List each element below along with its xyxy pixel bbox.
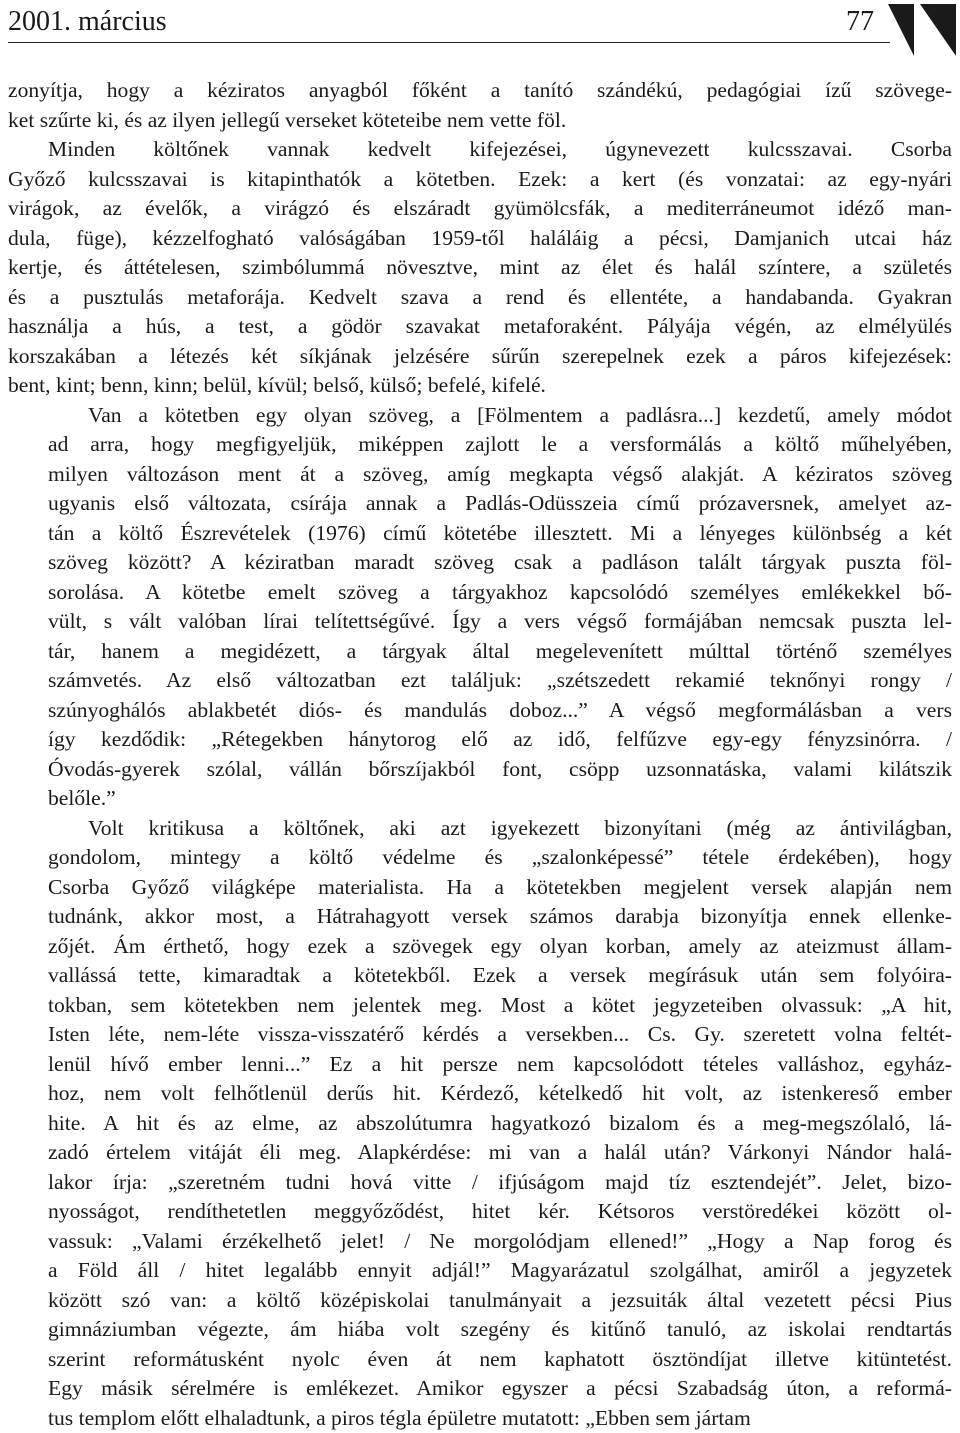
text-line: Egy másik sérelmére is emlékezet. Amikor egyszer a pécsi Szabadság úton, a reformá-	[8, 1374, 952, 1404]
text-line: zőjét. Ám érthető, hogy ezek a szövegek egy olyan korban, amely az ateizmust állam-	[8, 932, 952, 962]
text-line: tár, hanem a megidézett, a tárgyak által megelevenített múlttal történő személyes	[8, 637, 952, 667]
text-line: gimnáziumban végezte, ám hiába volt szegény és kitűnő tanuló, az iskolai rendtartás	[8, 1315, 952, 1345]
text-line: Győző kulcsszavai is kitapinthatók a kötetben. Ezek: a kert (és vonzatai: az egy-nyári	[8, 165, 952, 195]
page-header	[8, 0, 952, 46]
text-line: zonyítja, hogy a kéziratos anyagból főként a tanító szándékú, pedagógiai ízű szövege-	[8, 76, 952, 106]
text-line: Óvodás-gyerek szólal, vállán bőrszíjakból font, csöpp uzsonnatáska, valami kilátszik	[8, 755, 952, 785]
text-line: ad arra, hogy megfigyeljük, miképpen zajlott le a versformálás a költő műhelyében,	[8, 430, 952, 460]
text-line: zadó értelem vitáját éli meg. Alapkérdése: mi van a halál után? Várkonyi Nándor halá-	[8, 1138, 952, 1168]
article-text	[8, 76, 952, 1433]
text-line: belőle.”	[8, 784, 952, 814]
text-line: tus templom előtt elhaladtunk, a piros tégla épületre mutatott: „Ebben sem jártam	[8, 1404, 952, 1433]
paragraph	[8, 401, 952, 814]
paragraph	[8, 814, 952, 1433]
text-line: kertje, és áttételesen, szimbólummá növesztve, mint az élet és halál színtere, a születés	[8, 253, 952, 283]
text-line: Isten léte, nem-léte vissza-visszatérő kérdés a versekben... Cs. Gy. szeretett volna feltét-	[8, 1020, 952, 1050]
text-line: bent, kint; benn, kinn; belül, kívül; belső, külső; befelé, kifelé.	[8, 371, 952, 401]
text-line: és a pusztulás metaforája. Kedvelt szava a rend és ellentéte, a handabanda. Gyakran	[8, 283, 952, 313]
text-line: nyosságot, rendíthetetlen meggyőződést, hitet kér. Kétsoros verstöredékei között ol-	[8, 1197, 952, 1227]
text-line: szúnyoghálós ablakbetét diós- és mandulás doboz...” A végső megformálásban a vers	[8, 696, 952, 726]
page-number: 77	[846, 6, 874, 38]
text-line: között szó van: a költő középiskolai tanulmányait a jezsuiták által vezetett pécsi Pius	[8, 1286, 952, 1316]
text-line: Minden költőnek vannak kedvelt kifejezései, úgynevezett kulcsszavai. Csorba	[8, 135, 952, 165]
text-line: szöveg között? A kéziratban maradt szöveg csak a padláson talált tárgyak puszta föl-	[8, 548, 952, 578]
text-line: milyen változáson ment át a szöveg, amíg megkapta végső alakját. A kéziratos szöveg	[8, 460, 952, 490]
text-line: számvetés. Az első változatban ezt találjuk: „szétszedett rekamié teknőnyi rongy /	[8, 666, 952, 696]
text-line: Volt kritikusa a költőnek, aki azt igyekezett bizonyítani (még az ántivilágban,	[8, 814, 952, 844]
text-line: vallássá tette, kimaradtak a kötetekből. Ezek a versek megírásuk után sem folyóira-	[8, 961, 952, 991]
header-rule	[8, 42, 890, 43]
text-line: tudnánk, akkor most, a Hátrahagyott versek számos darabja bizonyítja ennek ellenke-	[8, 902, 952, 932]
text-line: tokban, sem kötetekben nem jelentek meg. Most a kötet jegyzeteiben olvassuk: „A hit,	[8, 991, 952, 1021]
text-line: a Föld áll / hitet legalább ennyit adjál!” Magyarázatul szolgálhat, amiről a jegyzetek	[8, 1256, 952, 1286]
text-line: korszakában a létezés két síkjának jelzésére sűrűn szerepelnek ezek a páros kifejezések:	[8, 342, 952, 372]
header-date: 2001. március	[8, 6, 167, 38]
text-line: Van a kötetben egy olyan szöveg, a [Fölmentem a padlásra...] kezdetű, amely módot	[8, 401, 952, 431]
text-line: ket szűrte ki, és az ilyen jellegű verseket köteteibe nem vette föl.	[8, 106, 952, 136]
text-line: használja a hús, a test, a gödör szavakat metaforaként. Pályája végén, az elmélyülés	[8, 312, 952, 342]
text-line: sorolása. A kötetbe emelt szöveg a tárgyakhoz kapcsolódó személyes emlékekkel bő-	[8, 578, 952, 608]
text-line: hoz, nem volt felhőtlenül derűs hit. Kérdező, kételkedő hit volt, az istenkereső ember	[8, 1079, 952, 1109]
text-line: vassuk: „Valami érzékelhető jelet! / Ne morgolódjam ellened!” „Hogy a Nap forog és	[8, 1227, 952, 1257]
text-line: vült, s vált valóban lírai telítettségűvé. Így a vers végső formájában nemcsak puszta lel-	[8, 607, 952, 637]
text-line: Csorba Győző világképe materialista. Ha a kötetekben megjelent versek alapján nem	[8, 873, 952, 903]
text-line: szerint reformátusként nyolc éven át nem kaphatott ösztöndíjat illetve kitüntetést.	[8, 1345, 952, 1375]
double-wedge-mark-icon	[888, 4, 956, 56]
text-line: dula, füge), kézzelfogható valóságában 1959-től haláláig a pécsi, Damjanich utcai ház	[8, 224, 952, 254]
text-line: ugyanis első változata, csírája annak a Padlás-Odüsszeia című prózaversnek, amelyet az-	[8, 489, 952, 519]
text-line: hite. A hit és az elme, az abszolútumra hagyatkozó bizalom és a meg-megszólaló, lá-	[8, 1109, 952, 1139]
text-line: tán a költő Észrevételek (1976) című kötetébe illesztett. Mi a lényeges különbség a két	[8, 519, 952, 549]
text-line: lenül hívő ember lenni...” Ez a hit persze nem kapcsolódott tételes valláshoz, egyház-	[8, 1050, 952, 1080]
text-line: virágok, az évelők, a virágzó és elszáradt gyümölcsfák, a mediterráneumot idéző man-	[8, 194, 952, 224]
paragraph	[8, 76, 952, 401]
text-line: gondolom, mintegy a költő védelme és „szalonképessé” tétele érdekében), hogy	[8, 843, 952, 873]
text-line: lakor írja: „szeretném tudni hová vitte / ifjúságom majd tíz esztendejét”. Jelet, bizo-	[8, 1168, 952, 1198]
text-line: így kezdődik: „Rétegekben hánytorog elő az idő, felfűzve egy-egy fényzsinórra. /	[8, 725, 952, 755]
